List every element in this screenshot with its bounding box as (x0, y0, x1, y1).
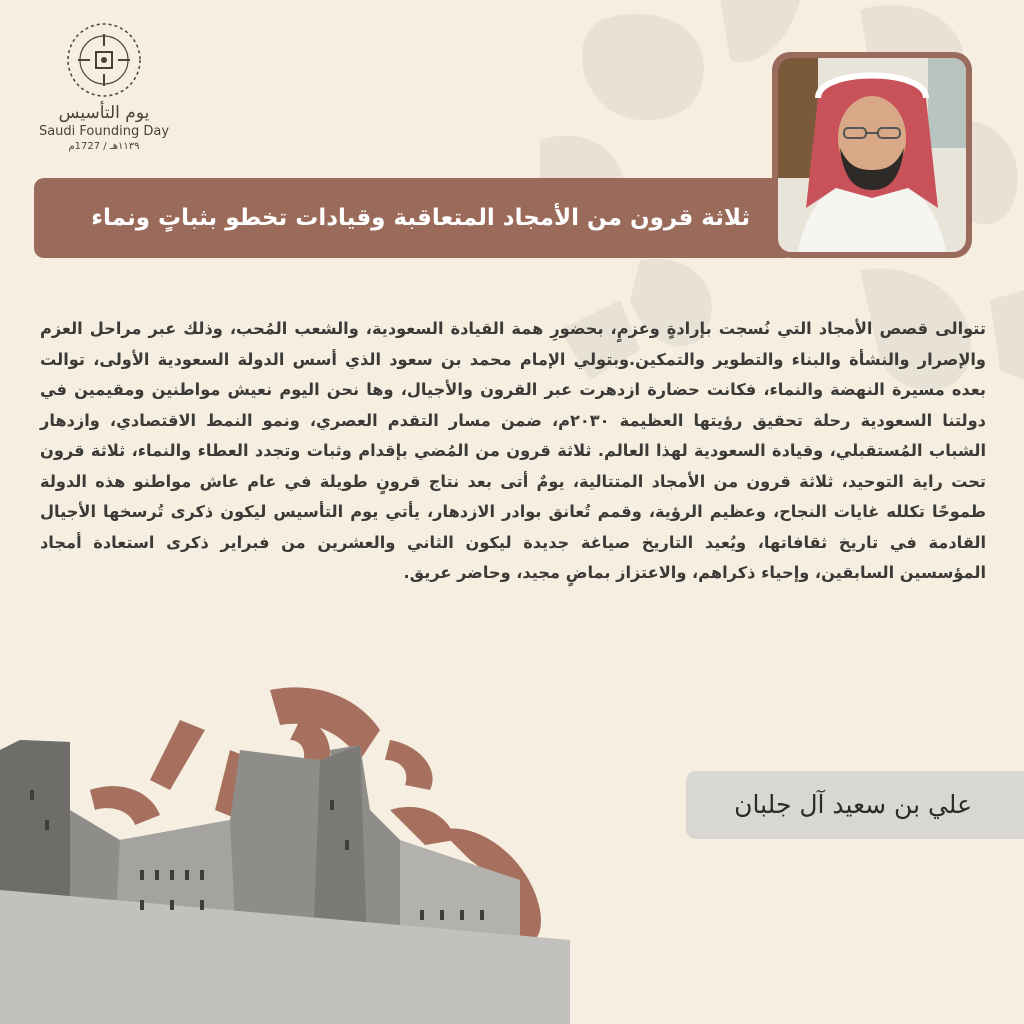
article-body: تتوالى قصص الأمجاد التي نُسجت بإرادةٍ وعزمٍ، بحضورِ همة القيادة السعودية، والشعب المُحب، وذلك عبر مراحل العزم والإصرار والنشأة والبناء والتطوير والتمكين.وبتولي الإمام محمد بن سعود الذي أسس الدولة السعودية الأولى، توالت بعده مسيرة النهضة والنماء، فكانت حضارة ازدهرت عبر القرون والأجيال، وها نحن اليوم نعيش مواطنين ومقيمين في دولتنا السعودية رحلة تحقيق رؤيتها العظيمة ٢٠٣٠م، ضمن مسار التقدم العصري، ونمو النمط الاقتصادي، وازدهار الشباب المُستقبلي، وقيادة السعودية لهذا العالم. ثلاثة قرون من المُضي بإقدام وثبات وتجدد العطاء والنماء، ثلاثة قرون تحت راية التوحيد، ثلاثة قرون من الأمجاد المتتالية، يومٌ أتى بعد نتاج قرونٍ طويلة في عام عاش مواطنو هذه الدولة طموحًا تكلله غايات النجاح، وعظيم الرؤية، وقمم تُعانق بوادر الازدهار، يأتي يوم التأسيس ليكون ذكرى تُرسخها الأجيال القادمة في تاريخ ثقافاتها، ويُعيد التاريخ صياغة جديدة ليكون الثاني والعشرين من فبراير ذكرى استعادة أمجاد المؤسسين السابقين، وإحياء ذكراهم، والاعتزاز بماضٍ مجيد، وحاضر عريق. (40, 319, 986, 582)
logo-english-name: Saudi Founding Day (38, 124, 170, 139)
author-name: علي بن سعيد آل جلبان (734, 790, 972, 819)
logo-years: ١١٣٩هـ / 1727م (68, 141, 140, 152)
diriyah-building-illustration (0, 690, 570, 1024)
logo-arabic-name: يوم التأسيس (58, 103, 150, 123)
author-box (686, 771, 1024, 839)
article-title: ثلاثة قرون من الأمجاد المتعاقبة وقيادات تخطو بثباتٍ ونماء (91, 205, 750, 231)
